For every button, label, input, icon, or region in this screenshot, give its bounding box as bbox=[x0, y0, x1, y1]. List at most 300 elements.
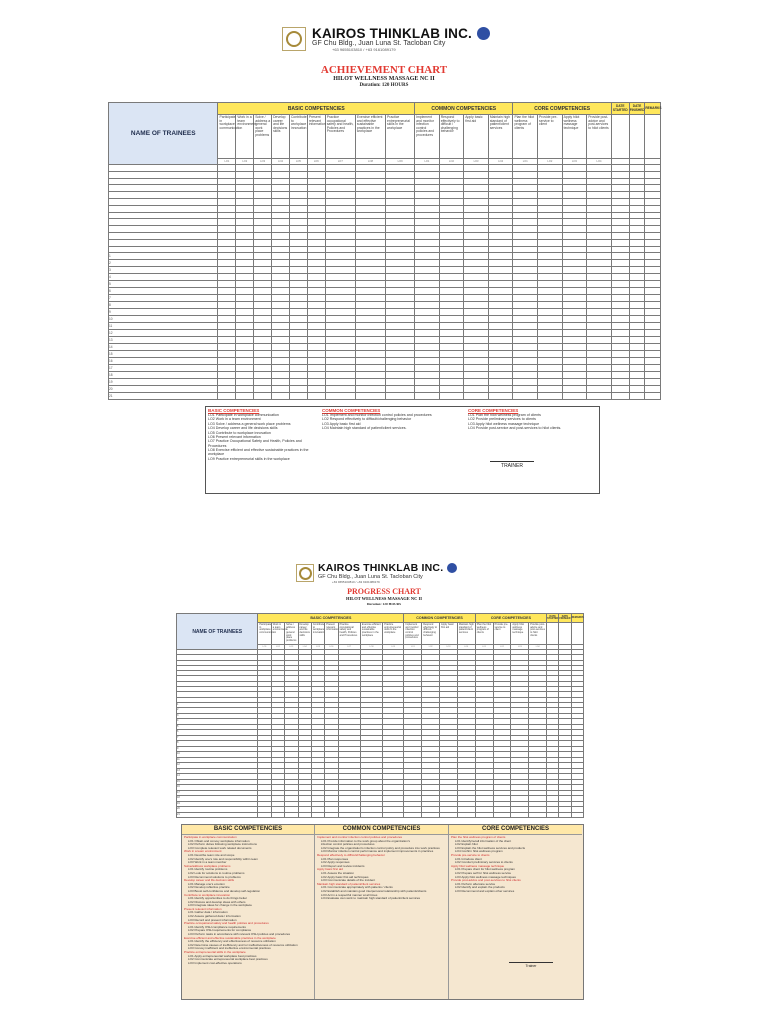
score-cell[interactable] bbox=[218, 219, 236, 226]
score-cell[interactable] bbox=[422, 812, 440, 818]
score-cell[interactable] bbox=[587, 295, 612, 302]
score-cell[interactable] bbox=[629, 165, 645, 172]
score-cell[interactable] bbox=[386, 330, 415, 337]
score-cell[interactable] bbox=[254, 260, 272, 267]
score-cell[interactable] bbox=[611, 365, 629, 372]
score-cell[interactable] bbox=[464, 358, 489, 365]
trainee-name-cell[interactable] bbox=[109, 192, 218, 199]
score-cell[interactable] bbox=[386, 295, 415, 302]
score-cell[interactable] bbox=[439, 198, 464, 205]
score-cell[interactable] bbox=[415, 288, 440, 295]
score-cell[interactable] bbox=[383, 812, 404, 818]
score-cell[interactable] bbox=[513, 365, 538, 372]
score-cell[interactable] bbox=[439, 274, 464, 281]
score-cell[interactable] bbox=[258, 812, 271, 818]
trainee-name-cell[interactable] bbox=[109, 205, 218, 212]
score-cell[interactable] bbox=[488, 246, 513, 253]
score-cell[interactable] bbox=[645, 281, 661, 288]
score-cell[interactable] bbox=[386, 393, 415, 400]
score-cell[interactable] bbox=[325, 205, 355, 212]
score-cell[interactable] bbox=[439, 281, 464, 288]
score-cell[interactable] bbox=[464, 295, 489, 302]
score-cell[interactable] bbox=[254, 288, 272, 295]
trainee-name-cell[interactable]: 18 bbox=[109, 372, 218, 379]
score-cell[interactable] bbox=[289, 192, 307, 199]
score-cell[interactable] bbox=[218, 379, 236, 386]
score-cell[interactable] bbox=[254, 302, 272, 309]
trainee-name-cell[interactable]: 11 bbox=[177, 757, 258, 763]
trainee-name-cell[interactable] bbox=[109, 185, 218, 192]
score-cell[interactable] bbox=[404, 812, 422, 818]
score-cell[interactable] bbox=[645, 393, 661, 400]
score-cell[interactable] bbox=[571, 812, 583, 818]
score-cell[interactable] bbox=[325, 358, 355, 365]
score-cell[interactable] bbox=[611, 309, 629, 316]
score-cell[interactable] bbox=[307, 239, 325, 246]
trainee-name-cell[interactable]: 8 bbox=[177, 741, 258, 747]
score-cell[interactable] bbox=[355, 253, 385, 260]
score-cell[interactable] bbox=[464, 365, 489, 372]
score-cell[interactable] bbox=[611, 288, 629, 295]
score-cell[interactable] bbox=[218, 260, 236, 267]
score-cell[interactable] bbox=[488, 372, 513, 379]
score-cell[interactable] bbox=[488, 344, 513, 351]
score-cell[interactable] bbox=[272, 232, 290, 239]
score-cell[interactable] bbox=[629, 316, 645, 323]
score-cell[interactable] bbox=[629, 288, 645, 295]
score-cell[interactable] bbox=[464, 171, 489, 178]
score-cell[interactable] bbox=[629, 239, 645, 246]
score-cell[interactable] bbox=[513, 198, 538, 205]
score-cell[interactable] bbox=[439, 253, 464, 260]
score-cell[interactable] bbox=[307, 365, 325, 372]
score-cell[interactable] bbox=[457, 812, 475, 818]
trainee-name-cell[interactable] bbox=[109, 219, 218, 226]
score-cell[interactable] bbox=[218, 226, 236, 233]
score-cell[interactable] bbox=[511, 812, 529, 818]
score-cell[interactable] bbox=[611, 316, 629, 323]
score-cell[interactable] bbox=[645, 226, 661, 233]
score-cell[interactable] bbox=[386, 365, 415, 372]
score-cell[interactable] bbox=[307, 178, 325, 185]
score-cell[interactable] bbox=[464, 302, 489, 309]
score-cell[interactable] bbox=[562, 358, 587, 365]
score-cell[interactable] bbox=[236, 281, 254, 288]
score-cell[interactable] bbox=[611, 351, 629, 358]
score-cell[interactable] bbox=[439, 178, 464, 185]
score-cell[interactable] bbox=[488, 295, 513, 302]
score-cell[interactable] bbox=[538, 288, 563, 295]
score-cell[interactable] bbox=[493, 812, 511, 818]
score-cell[interactable] bbox=[254, 393, 272, 400]
score-cell[interactable] bbox=[513, 246, 538, 253]
score-cell[interactable] bbox=[289, 198, 307, 205]
score-cell[interactable] bbox=[289, 212, 307, 219]
score-cell[interactable] bbox=[386, 246, 415, 253]
score-cell[interactable] bbox=[272, 372, 290, 379]
score-cell[interactable] bbox=[307, 316, 325, 323]
score-cell[interactable] bbox=[355, 295, 385, 302]
score-cell[interactable] bbox=[645, 316, 661, 323]
score-cell[interactable] bbox=[611, 253, 629, 260]
score-cell[interactable] bbox=[611, 330, 629, 337]
score-cell[interactable] bbox=[355, 178, 385, 185]
score-cell[interactable] bbox=[513, 309, 538, 316]
score-cell[interactable] bbox=[415, 232, 440, 239]
score-cell[interactable] bbox=[488, 260, 513, 267]
score-cell[interactable] bbox=[254, 232, 272, 239]
score-cell[interactable] bbox=[538, 379, 563, 386]
score-cell[interactable] bbox=[538, 253, 563, 260]
score-cell[interactable] bbox=[439, 358, 464, 365]
score-cell[interactable] bbox=[513, 295, 538, 302]
score-cell[interactable] bbox=[289, 351, 307, 358]
score-cell[interactable] bbox=[488, 351, 513, 358]
score-cell[interactable] bbox=[439, 267, 464, 274]
score-cell[interactable] bbox=[439, 212, 464, 219]
score-cell[interactable] bbox=[307, 379, 325, 386]
score-cell[interactable] bbox=[562, 365, 587, 372]
score-cell[interactable] bbox=[415, 212, 440, 219]
score-cell[interactable] bbox=[629, 232, 645, 239]
score-cell[interactable] bbox=[629, 281, 645, 288]
score-cell[interactable] bbox=[386, 260, 415, 267]
score-cell[interactable] bbox=[289, 302, 307, 309]
trainee-name-cell[interactable]: 17 bbox=[177, 790, 258, 796]
score-cell[interactable] bbox=[587, 358, 612, 365]
score-cell[interactable] bbox=[538, 274, 563, 281]
score-cell[interactable] bbox=[587, 260, 612, 267]
score-cell[interactable] bbox=[386, 185, 415, 192]
score-cell[interactable] bbox=[415, 344, 440, 351]
score-cell[interactable] bbox=[386, 344, 415, 351]
score-cell[interactable] bbox=[611, 260, 629, 267]
score-cell[interactable] bbox=[289, 344, 307, 351]
score-cell[interactable] bbox=[218, 323, 236, 330]
score-cell[interactable] bbox=[386, 274, 415, 281]
score-cell[interactable] bbox=[440, 812, 458, 818]
score-cell[interactable] bbox=[386, 386, 415, 393]
score-cell[interactable] bbox=[325, 309, 355, 316]
score-cell[interactable] bbox=[538, 205, 563, 212]
score-cell[interactable] bbox=[236, 165, 254, 172]
score-cell[interactable] bbox=[218, 302, 236, 309]
score-cell[interactable] bbox=[513, 372, 538, 379]
score-cell[interactable] bbox=[272, 165, 290, 172]
score-cell[interactable] bbox=[587, 302, 612, 309]
score-cell[interactable] bbox=[254, 386, 272, 393]
score-cell[interactable] bbox=[464, 219, 489, 226]
score-cell[interactable] bbox=[218, 344, 236, 351]
score-cell[interactable] bbox=[272, 316, 290, 323]
score-cell[interactable] bbox=[272, 365, 290, 372]
score-cell[interactable] bbox=[307, 171, 325, 178]
score-cell[interactable] bbox=[289, 239, 307, 246]
score-cell[interactable] bbox=[236, 198, 254, 205]
score-cell[interactable] bbox=[415, 330, 440, 337]
score-cell[interactable] bbox=[355, 330, 385, 337]
score-cell[interactable] bbox=[513, 316, 538, 323]
score-cell[interactable] bbox=[562, 171, 587, 178]
score-cell[interactable] bbox=[272, 344, 290, 351]
score-cell[interactable] bbox=[307, 192, 325, 199]
score-cell[interactable] bbox=[439, 316, 464, 323]
score-cell[interactable] bbox=[464, 337, 489, 344]
score-cell[interactable] bbox=[538, 351, 563, 358]
score-cell[interactable] bbox=[645, 365, 661, 372]
score-cell[interactable] bbox=[236, 316, 254, 323]
score-cell[interactable] bbox=[488, 274, 513, 281]
score-cell[interactable] bbox=[218, 365, 236, 372]
score-cell[interactable] bbox=[611, 323, 629, 330]
score-cell[interactable] bbox=[254, 226, 272, 233]
score-cell[interactable] bbox=[236, 358, 254, 365]
score-cell[interactable] bbox=[513, 260, 538, 267]
score-cell[interactable] bbox=[272, 323, 290, 330]
score-cell[interactable] bbox=[513, 178, 538, 185]
trainee-name-cell[interactable]: 13 bbox=[177, 768, 258, 774]
score-cell[interactable] bbox=[645, 165, 661, 172]
score-cell[interactable] bbox=[355, 246, 385, 253]
score-cell[interactable] bbox=[629, 309, 645, 316]
trainee-name-cell[interactable]: 15 bbox=[177, 779, 258, 785]
score-cell[interactable] bbox=[415, 192, 440, 199]
score-cell[interactable] bbox=[254, 330, 272, 337]
score-cell[interactable] bbox=[355, 288, 385, 295]
score-cell[interactable] bbox=[325, 351, 355, 358]
score-cell[interactable] bbox=[611, 344, 629, 351]
score-cell[interactable] bbox=[629, 323, 645, 330]
score-cell[interactable] bbox=[415, 246, 440, 253]
score-cell[interactable] bbox=[629, 274, 645, 281]
score-cell[interactable] bbox=[218, 295, 236, 302]
score-cell[interactable] bbox=[611, 393, 629, 400]
score-cell[interactable] bbox=[562, 281, 587, 288]
trainee-name-cell[interactable]: 2 bbox=[109, 260, 218, 267]
score-cell[interactable] bbox=[629, 267, 645, 274]
score-cell[interactable] bbox=[355, 323, 385, 330]
score-cell[interactable] bbox=[415, 274, 440, 281]
score-cell[interactable] bbox=[464, 253, 489, 260]
score-cell[interactable] bbox=[355, 205, 385, 212]
score-cell[interactable] bbox=[307, 260, 325, 267]
score-cell[interactable] bbox=[254, 323, 272, 330]
score-cell[interactable] bbox=[488, 171, 513, 178]
score-cell[interactable] bbox=[562, 205, 587, 212]
score-cell[interactable] bbox=[562, 198, 587, 205]
trainee-name-cell[interactable]: 10 bbox=[109, 316, 218, 323]
score-cell[interactable] bbox=[488, 267, 513, 274]
trainee-name-cell[interactable]: 9 bbox=[109, 309, 218, 316]
score-cell[interactable] bbox=[355, 309, 385, 316]
score-cell[interactable] bbox=[272, 192, 290, 199]
score-cell[interactable] bbox=[611, 295, 629, 302]
score-cell[interactable] bbox=[325, 267, 355, 274]
score-cell[interactable] bbox=[464, 379, 489, 386]
score-cell[interactable] bbox=[629, 393, 645, 400]
score-cell[interactable] bbox=[513, 274, 538, 281]
score-cell[interactable] bbox=[611, 171, 629, 178]
score-cell[interactable] bbox=[254, 351, 272, 358]
score-cell[interactable] bbox=[386, 323, 415, 330]
score-cell[interactable] bbox=[645, 295, 661, 302]
score-cell[interactable] bbox=[488, 281, 513, 288]
trainee-name-cell[interactable]: 6 bbox=[177, 730, 258, 736]
score-cell[interactable] bbox=[415, 309, 440, 316]
score-cell[interactable] bbox=[538, 246, 563, 253]
score-cell[interactable] bbox=[629, 212, 645, 219]
score-cell[interactable] bbox=[645, 323, 661, 330]
score-cell[interactable] bbox=[254, 337, 272, 344]
score-cell[interactable] bbox=[386, 165, 415, 172]
trainee-name-cell[interactable] bbox=[109, 226, 218, 233]
score-cell[interactable] bbox=[439, 351, 464, 358]
score-cell[interactable] bbox=[254, 365, 272, 372]
score-cell[interactable] bbox=[236, 178, 254, 185]
score-cell[interactable] bbox=[218, 316, 236, 323]
score-cell[interactable] bbox=[289, 393, 307, 400]
score-cell[interactable] bbox=[289, 288, 307, 295]
score-cell[interactable] bbox=[307, 274, 325, 281]
score-cell[interactable] bbox=[386, 253, 415, 260]
score-cell[interactable] bbox=[562, 288, 587, 295]
score-cell[interactable] bbox=[629, 198, 645, 205]
score-cell[interactable] bbox=[325, 185, 355, 192]
score-cell[interactable] bbox=[488, 239, 513, 246]
score-cell[interactable] bbox=[254, 192, 272, 199]
score-cell[interactable] bbox=[562, 379, 587, 386]
score-cell[interactable] bbox=[386, 205, 415, 212]
score-cell[interactable] bbox=[307, 302, 325, 309]
score-cell[interactable] bbox=[629, 386, 645, 393]
score-cell[interactable] bbox=[488, 309, 513, 316]
score-cell[interactable] bbox=[488, 205, 513, 212]
score-cell[interactable] bbox=[439, 171, 464, 178]
score-cell[interactable] bbox=[254, 219, 272, 226]
score-cell[interactable] bbox=[254, 178, 272, 185]
score-cell[interactable] bbox=[488, 316, 513, 323]
score-cell[interactable] bbox=[254, 358, 272, 365]
score-cell[interactable] bbox=[562, 302, 587, 309]
score-cell[interactable] bbox=[289, 274, 307, 281]
score-cell[interactable] bbox=[629, 171, 645, 178]
score-cell[interactable] bbox=[272, 253, 290, 260]
score-cell[interactable] bbox=[254, 253, 272, 260]
score-cell[interactable] bbox=[562, 239, 587, 246]
score-cell[interactable] bbox=[355, 267, 385, 274]
score-cell[interactable] bbox=[289, 185, 307, 192]
score-cell[interactable] bbox=[488, 337, 513, 344]
score-cell[interactable] bbox=[562, 316, 587, 323]
score-cell[interactable] bbox=[488, 185, 513, 192]
score-cell[interactable] bbox=[464, 344, 489, 351]
score-cell[interactable] bbox=[272, 330, 290, 337]
score-cell[interactable] bbox=[538, 372, 563, 379]
score-cell[interactable] bbox=[307, 226, 325, 233]
score-cell[interactable] bbox=[218, 165, 236, 172]
score-cell[interactable] bbox=[538, 337, 563, 344]
score-cell[interactable] bbox=[325, 253, 355, 260]
score-cell[interactable] bbox=[611, 246, 629, 253]
score-cell[interactable] bbox=[289, 281, 307, 288]
score-cell[interactable] bbox=[415, 171, 440, 178]
trainee-name-cell[interactable]: 18 bbox=[177, 796, 258, 802]
score-cell[interactable] bbox=[218, 267, 236, 274]
score-cell[interactable] bbox=[629, 372, 645, 379]
score-cell[interactable] bbox=[475, 812, 493, 818]
score-cell[interactable] bbox=[587, 365, 612, 372]
score-cell[interactable] bbox=[289, 365, 307, 372]
score-cell[interactable] bbox=[538, 260, 563, 267]
trainee-name-cell[interactable]: 1 bbox=[109, 253, 218, 260]
score-cell[interactable] bbox=[272, 274, 290, 281]
score-cell[interactable] bbox=[538, 330, 563, 337]
score-cell[interactable] bbox=[629, 178, 645, 185]
score-cell[interactable] bbox=[611, 302, 629, 309]
trainee-name-cell[interactable]: 7 bbox=[177, 735, 258, 741]
score-cell[interactable] bbox=[254, 185, 272, 192]
score-cell[interactable] bbox=[355, 365, 385, 372]
score-cell[interactable] bbox=[513, 337, 538, 344]
score-cell[interactable] bbox=[538, 226, 563, 233]
score-cell[interactable] bbox=[325, 212, 355, 219]
score-cell[interactable] bbox=[587, 226, 612, 233]
score-cell[interactable] bbox=[488, 165, 513, 172]
score-cell[interactable] bbox=[254, 372, 272, 379]
trainee-name-cell[interactable]: 3 bbox=[177, 713, 258, 719]
score-cell[interactable] bbox=[645, 337, 661, 344]
score-cell[interactable] bbox=[272, 171, 290, 178]
score-cell[interactable] bbox=[611, 386, 629, 393]
score-cell[interactable] bbox=[562, 246, 587, 253]
trainee-name-cell[interactable]: 19 bbox=[109, 379, 218, 386]
score-cell[interactable] bbox=[218, 351, 236, 358]
score-cell[interactable] bbox=[325, 226, 355, 233]
score-cell[interactable] bbox=[355, 372, 385, 379]
score-cell[interactable] bbox=[439, 246, 464, 253]
score-cell[interactable] bbox=[289, 323, 307, 330]
score-cell[interactable] bbox=[587, 192, 612, 199]
score-cell[interactable] bbox=[236, 323, 254, 330]
score-cell[interactable] bbox=[538, 358, 563, 365]
score-cell[interactable] bbox=[272, 358, 290, 365]
score-cell[interactable] bbox=[645, 309, 661, 316]
score-cell[interactable] bbox=[488, 393, 513, 400]
score-cell[interactable] bbox=[538, 232, 563, 239]
score-cell[interactable] bbox=[236, 246, 254, 253]
score-cell[interactable] bbox=[236, 379, 254, 386]
score-cell[interactable] bbox=[439, 288, 464, 295]
score-cell[interactable] bbox=[513, 219, 538, 226]
score-cell[interactable] bbox=[629, 205, 645, 212]
score-cell[interactable] bbox=[488, 198, 513, 205]
score-cell[interactable] bbox=[629, 260, 645, 267]
score-cell[interactable] bbox=[289, 205, 307, 212]
score-cell[interactable] bbox=[236, 232, 254, 239]
score-cell[interactable] bbox=[439, 309, 464, 316]
score-cell[interactable] bbox=[415, 185, 440, 192]
score-cell[interactable] bbox=[325, 302, 355, 309]
score-cell[interactable] bbox=[386, 309, 415, 316]
score-cell[interactable] bbox=[289, 295, 307, 302]
score-cell[interactable] bbox=[218, 212, 236, 219]
score-cell[interactable] bbox=[236, 365, 254, 372]
score-cell[interactable] bbox=[415, 219, 440, 226]
score-cell[interactable] bbox=[236, 219, 254, 226]
score-cell[interactable] bbox=[272, 351, 290, 358]
score-cell[interactable] bbox=[439, 323, 464, 330]
score-cell[interactable] bbox=[645, 171, 661, 178]
